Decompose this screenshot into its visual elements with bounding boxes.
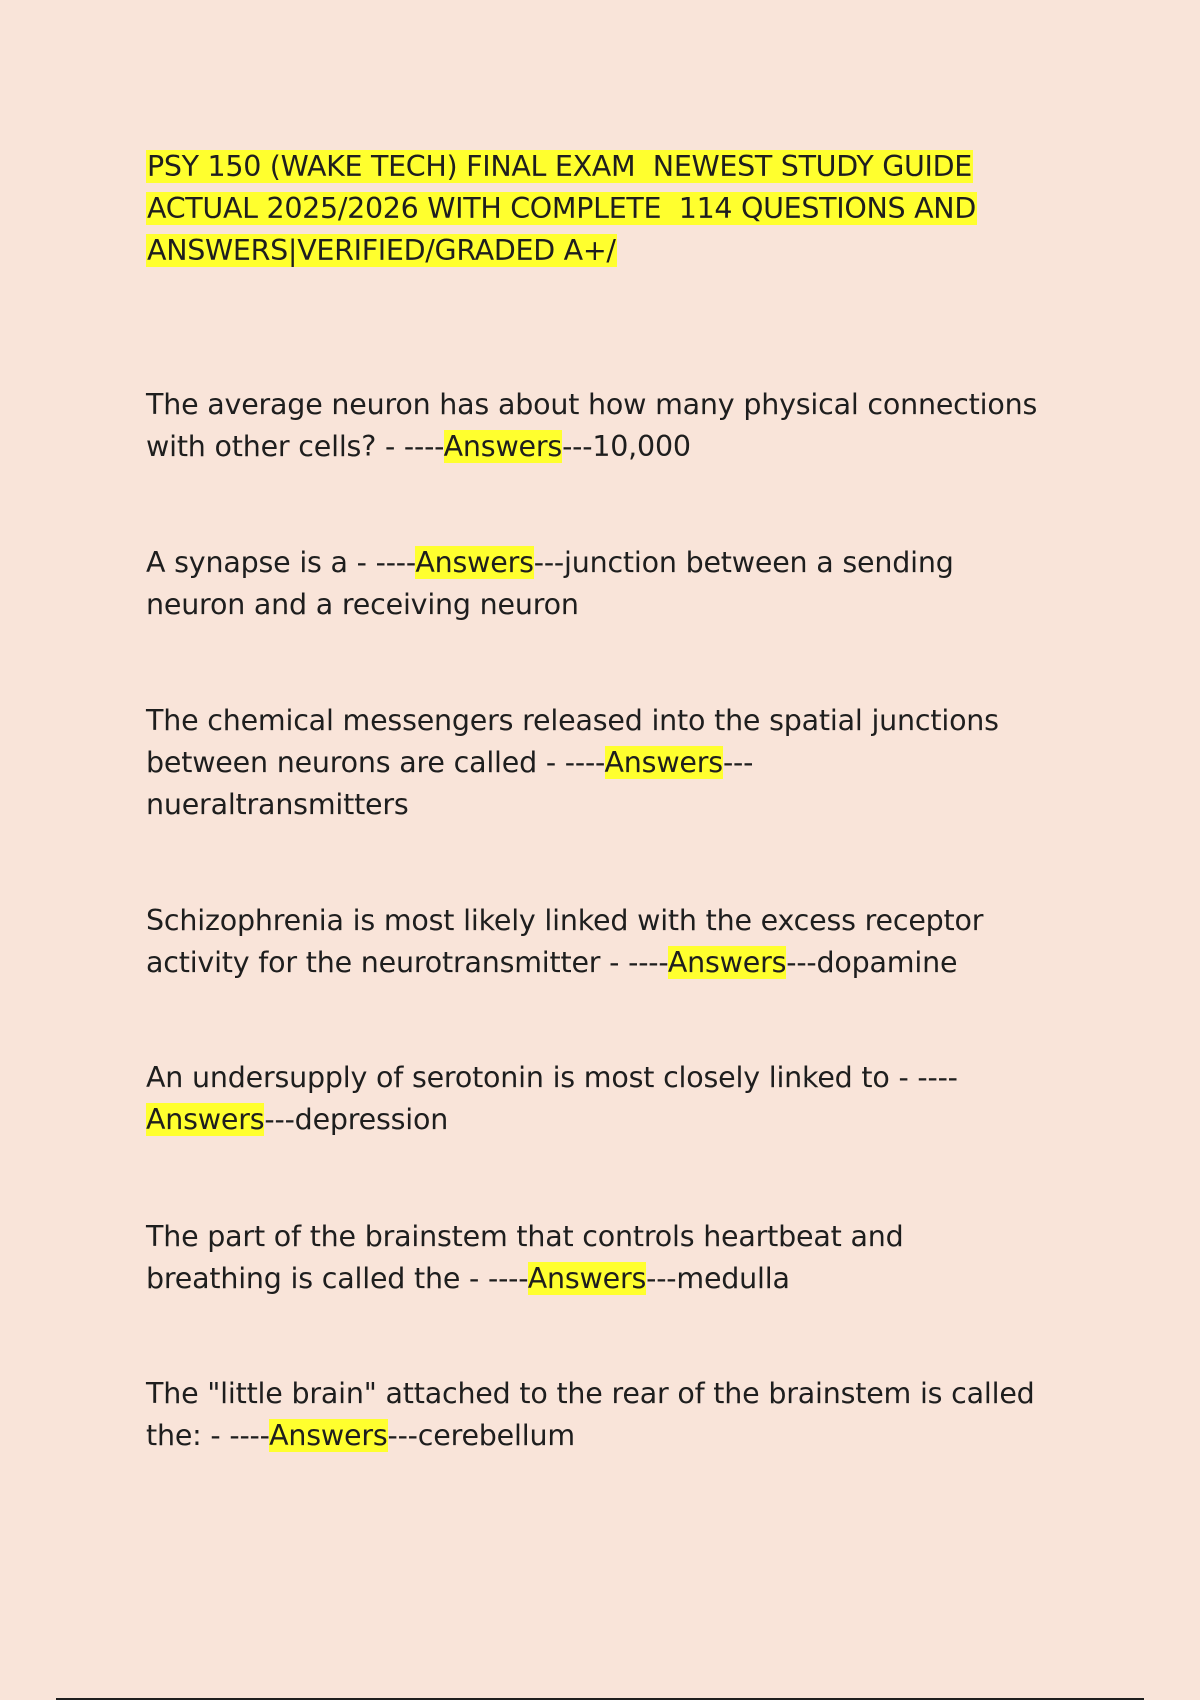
answer-text: ---10,000 bbox=[562, 430, 691, 463]
qa-item-2 bbox=[146, 542, 1086, 626]
title-line-3: ANSWERS|VERIFIED/GRADED A+/ bbox=[147, 234, 616, 267]
answers-label: Answers bbox=[415, 546, 534, 579]
qa-item-3 bbox=[146, 700, 1086, 826]
qa-item-1 bbox=[146, 384, 1086, 468]
question-text: between neurons are called - ---- bbox=[146, 746, 605, 779]
question-text: activity for the neurotransmitter - ---- bbox=[146, 946, 668, 979]
question-text: The "little brain" attached to the rear of the brainstem is called bbox=[146, 1377, 1035, 1410]
qa-line bbox=[146, 742, 1086, 784]
question-text: Schizophrenia is most likely linked with the excess receptor bbox=[146, 904, 984, 937]
qa-line bbox=[146, 542, 1086, 584]
qa-line bbox=[146, 1057, 1086, 1099]
answers-label: Answers bbox=[443, 430, 563, 463]
qa-line bbox=[146, 784, 1086, 826]
qa-item-7 bbox=[146, 1373, 1086, 1457]
answer-text: --- bbox=[722, 746, 754, 779]
question-text: The chemical messengers released into the spatial junctions bbox=[146, 704, 999, 737]
qa-line bbox=[146, 1099, 1086, 1141]
qa-line bbox=[146, 700, 1086, 742]
answer-text: nueraltransmitters bbox=[146, 788, 409, 821]
qa-line bbox=[146, 584, 1086, 626]
answers-label: Answers bbox=[604, 746, 723, 779]
document-title bbox=[146, 146, 1086, 272]
title-line-1: PSY 150 (WAKE TECH) FINAL EXAM NEWEST STUDY GUIDE bbox=[147, 150, 972, 183]
question-text: the: - ---- bbox=[146, 1419, 270, 1452]
qa-line bbox=[146, 1415, 1086, 1457]
qa-item-4 bbox=[146, 900, 1086, 984]
qa-line bbox=[146, 384, 1086, 426]
answer-text: ---dopamine bbox=[786, 946, 958, 979]
answer-text: ---medulla bbox=[646, 1262, 790, 1295]
qa-line bbox=[146, 426, 1086, 468]
title-line-2: ACTUAL 2025/2026 WITH COMPLETE 114 QUESTIONS AND bbox=[147, 192, 976, 225]
question-text: breathing is called the - ---- bbox=[146, 1262, 528, 1295]
question-text: The part of the brainstem that controls heartbeat and bbox=[146, 1220, 904, 1253]
answers-label: Answers bbox=[667, 946, 787, 979]
answers-label: Answers bbox=[269, 1419, 388, 1452]
answer-text: ---depression bbox=[264, 1103, 449, 1136]
question-text: A synapse is a - ---- bbox=[146, 546, 416, 579]
qa-line bbox=[146, 1258, 1086, 1300]
qa-line bbox=[146, 1216, 1086, 1258]
answers-label: Answers bbox=[146, 1103, 265, 1136]
question-text: The average neuron has about how many physical connections bbox=[146, 388, 1038, 421]
qa-line bbox=[146, 900, 1086, 942]
answers-label: Answers bbox=[527, 1262, 647, 1295]
qa-line bbox=[146, 942, 1086, 984]
qa-item-6 bbox=[146, 1216, 1086, 1300]
qa-item-5 bbox=[146, 1057, 1086, 1141]
answer-text: ---junction between a sending bbox=[533, 546, 954, 579]
qa-line bbox=[146, 1373, 1086, 1415]
answer-text: neuron and a receiving neuron bbox=[146, 588, 579, 621]
answer-text: ---cerebellum bbox=[387, 1419, 575, 1452]
question-text: An undersupply of serotonin is most closely linked to - ---- bbox=[146, 1061, 958, 1094]
question-text: with other cells? - ---- bbox=[146, 430, 444, 463]
